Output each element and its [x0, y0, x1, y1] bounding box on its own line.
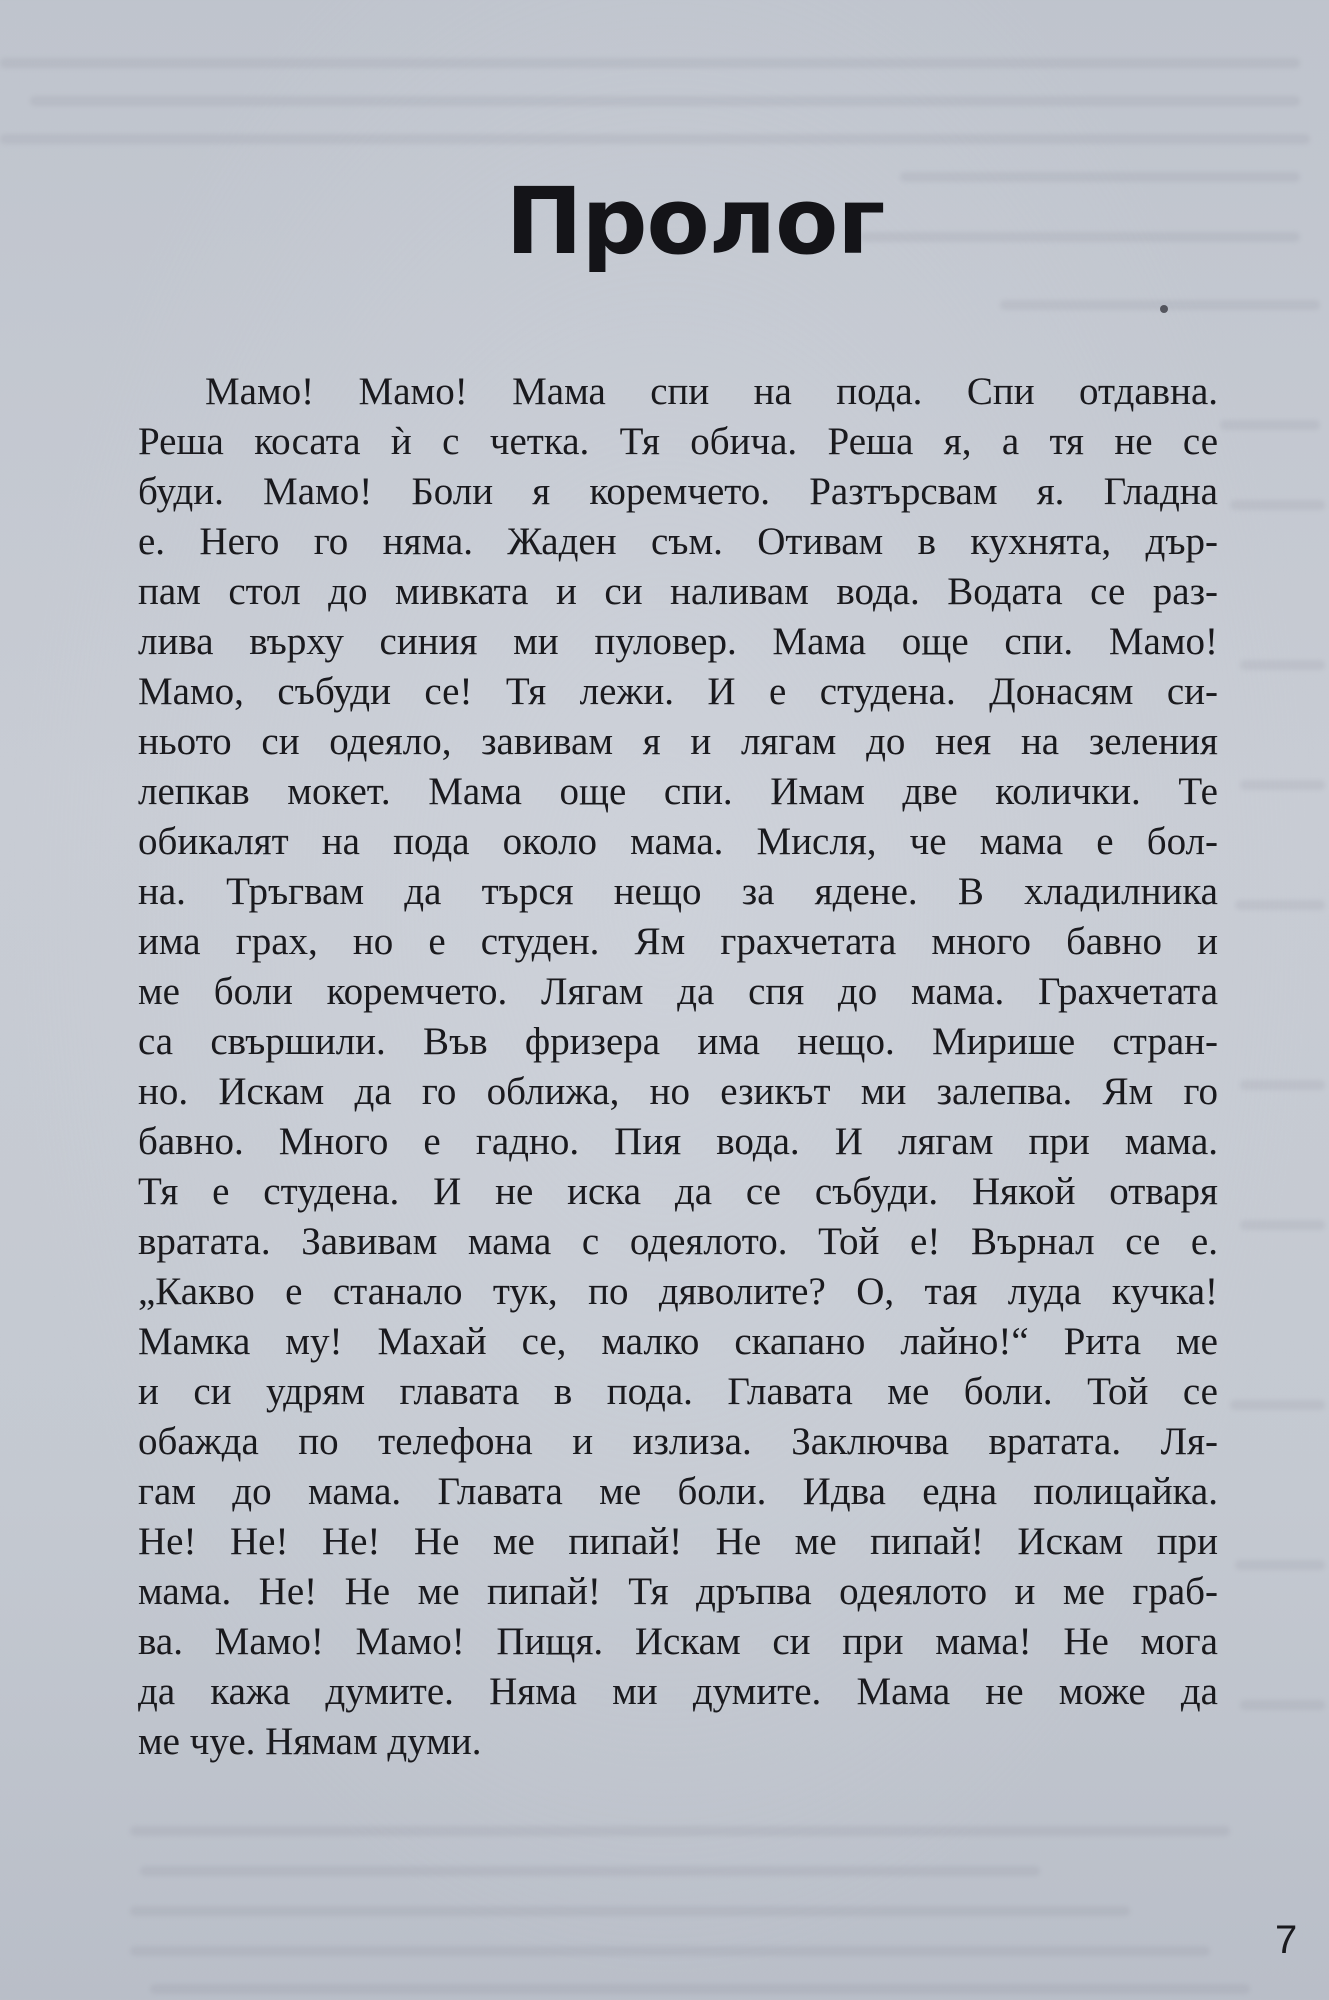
paragraph-line: „Какво е станало тук, по дяволите? О, тая луда кучка!	[138, 1270, 1218, 1313]
paragraph-line: и си удрям главата в пода. Главата ме боли. Той се	[138, 1370, 1218, 1413]
paragraph-line: бавно. Много е гадно. Пия вода. И лягам при мама.	[138, 1120, 1218, 1163]
paragraph-line: Не! Не! Не! Не ме пипай! Не ме пипай! Искам при	[138, 1520, 1218, 1563]
paragraph-line: има грах, но е студен. Ям грахчетата много бавно и	[138, 920, 1218, 963]
paragraph-line: гам до мама. Главата ме боли. Идва една полицайка.	[138, 1470, 1218, 1513]
paragraph-line: ме боли коремчето. Лягам да спя до мама. Грахчетата	[138, 970, 1218, 1013]
body-paragraph	[138, 367, 1218, 1767]
paragraph-line: ньото си одеяло, завивам я и лягам до нея на зеления	[138, 720, 1218, 763]
paragraph-line: мама. Не! Не ме пипай! Тя дръпва одеялото и ме граб-	[138, 1570, 1218, 1613]
chapter-title: Пролог	[505, 168, 885, 275]
paragraph-line: Мамо! Мамо! Мама спи на пода. Спи отдавна.	[205, 370, 1218, 413]
paragraph-line: ме чуе. Нямам думи.	[138, 1720, 482, 1763]
paragraph-line: лепкав мокет. Мама още спи. Имам две колички. Те	[138, 770, 1218, 813]
paragraph-line: обикалят на пода около мама. Мисля, че мама е бол-	[138, 820, 1218, 863]
paragraph-line: Тя е студена. И не иска да се събуди. Някой отваря	[138, 1170, 1218, 1213]
page-number: 7	[1275, 1918, 1298, 1962]
paragraph-line: да кажа думите. Няма ми думите. Мама не може да	[138, 1670, 1218, 1713]
ink-dot	[1160, 305, 1168, 313]
paragraph-line: на. Тръгвам да търся нещо за ядене. В хладилника	[138, 870, 1218, 913]
paragraph-line: пам стол до мивката и си наливам вода. Водата се раз-	[138, 570, 1218, 613]
paragraph-line: вратата. Завивам мама с одеялото. Той е! Върнал се е.	[138, 1220, 1218, 1263]
paragraph-line: е. Него го няма. Жаден съм. Отивам в кухнята, дър-	[138, 520, 1218, 563]
paragraph-line: лива върху синия ми пуловер. Мама още спи. Мамо!	[138, 620, 1218, 663]
paragraph-line: обажда по телефона и излиза. Заключва вратата. Ля-	[138, 1420, 1218, 1463]
paragraph-line: Мамо, събуди се! Тя лежи. И е студена. Донасям си-	[138, 670, 1218, 713]
paragraph-line: ва. Мамо! Мамо! Пищя. Искам си при мама! Не мога	[138, 1620, 1218, 1663]
paragraph-line: Реша косата ѝ с четка. Тя обича. Реша я, а тя не се	[138, 420, 1218, 463]
paragraph-line: буди. Мамо! Боли я коремчето. Разтърсвам я. Гладна	[138, 470, 1218, 513]
paragraph-line: но. Искам да го оближа, но езикът ми залепва. Ям го	[138, 1070, 1218, 1113]
paragraph-line: са свършили. Във фризера има нещо. Мирише стран-	[138, 1020, 1218, 1063]
paragraph-line: Мамка му! Махай се, малко скапано лайно!“ Рита ме	[138, 1320, 1218, 1363]
